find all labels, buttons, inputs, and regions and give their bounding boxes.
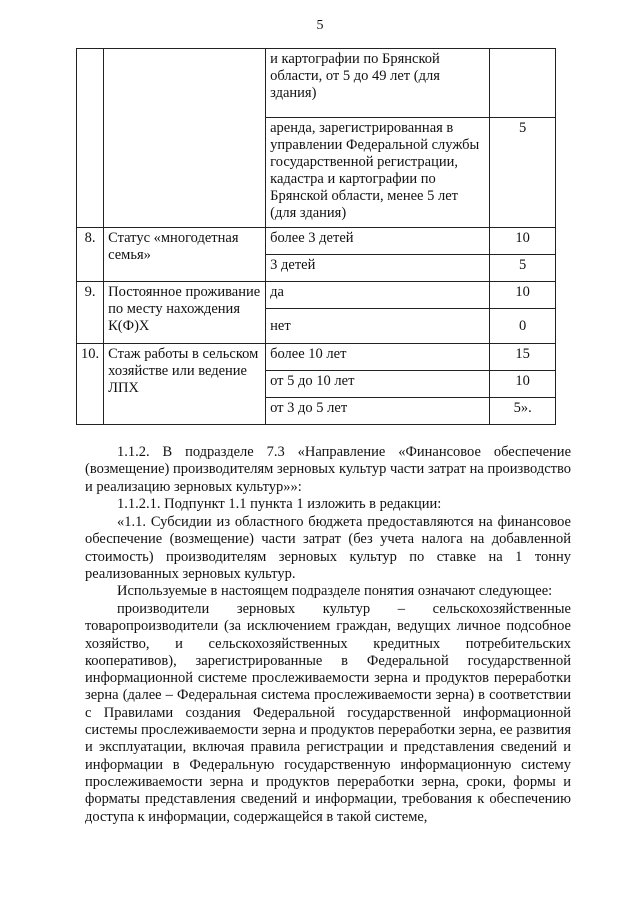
table-row — [77, 49, 556, 118]
paragraph: «1.1. Субсидии из областного бюджета предоставляются на финансовое обеспечение (возмещение) части затрат (без учета налога на добавленной стоимость) производителям зерновых культур по ставке на 1 тонну реализованных зерновых культур. — [85, 514, 571, 582]
paragraph: 1.1.2. В подразделе 7.3 «Направление «Финансовое обеспечение (возмещение) производителям зерновых культур части затрат на производство и реализацию зерновых культур»»: — [85, 444, 571, 495]
table-cell-score: 5». — [490, 398, 556, 425]
table-cell-score: 10 — [490, 282, 556, 309]
table-cell-condition: от 5 до 10 лет — [266, 371, 490, 398]
table-cell-score: 5 — [490, 255, 556, 282]
table-cell-score: 15 — [490, 344, 556, 371]
table-cell-number — [77, 49, 104, 228]
table-cell-criterion: Стаж работы в сельском хозяйстве или ведение ЛПХ — [104, 344, 266, 425]
table-row — [77, 228, 556, 255]
table-cell-condition: нет — [266, 309, 490, 344]
table-cell-condition: аренда, зарегистрированная в управлении Федеральной службы государственной регистрации, кадастра и картографии по Брянской области, менее 5 лет (для здания) — [266, 118, 490, 228]
table-cell-score: 10 — [490, 371, 556, 398]
table-cell-score: 0 — [490, 309, 556, 344]
table-row — [77, 344, 556, 371]
table-cell-condition: от 3 до 5 лет — [266, 398, 490, 425]
table-cell-score: 5 — [490, 118, 556, 228]
table-cell-condition: да — [266, 282, 490, 309]
page-number: 5 — [316, 18, 324, 33]
table-cell-criterion: Статус «многодетная семья» — [104, 228, 266, 282]
table-cell-number: 10. — [77, 344, 104, 425]
table-cell-score — [490, 49, 556, 118]
table-row — [77, 282, 556, 309]
table-cell-condition: более 10 лет — [266, 344, 490, 371]
paragraph: производители зерновых культур – сельскохозяйственные товаропроизводители (за исключением граждан, ведущих личное подсобное хозяйство, и сельскохозяйственных кредитных потребительских кооперативов), зарегистрированные в Федеральной государственной информационной системе прослеживаемости зерна и продуктов переработки зерна (далее – Федеральная система прослеживаемости зерна) в соответствии с Правилами создания Федеральной государственной информационной системы прослеживаемости зерна и продуктов переработки зерна, ее развития и эксплуатации, включая правила регистрации и представления сведений и информации в Федеральную государственную информационную систему прослеживаемости зерна и продуктов переработки зерна, сроки, формы и форматы представления сведений и информации, требования к обеспечению доступа к информации, содержащейся в такой системе, — [85, 601, 571, 825]
criteria-table — [76, 48, 556, 425]
table-cell-criterion: Постоянное проживание по месту нахождения К(Ф)Х — [104, 282, 266, 344]
table-cell-number: 8. — [77, 228, 104, 282]
table-cell-condition: и картографии по Брянской области, от 5 до 49 лет (для здания) — [266, 49, 490, 118]
paragraph: 1.1.2.1. Подпункт 1.1 пункта 1 изложить в редакции: — [117, 496, 442, 512]
table-cell-number: 9. — [77, 282, 104, 344]
table-cell-criterion — [104, 49, 266, 228]
table-cell-condition: 3 детей — [266, 255, 490, 282]
paragraph: Используемые в настоящем подразделе понятия означают следующее: — [117, 583, 553, 599]
table-cell-condition: более 3 детей — [266, 228, 490, 255]
table-cell-score: 10 — [490, 228, 556, 255]
